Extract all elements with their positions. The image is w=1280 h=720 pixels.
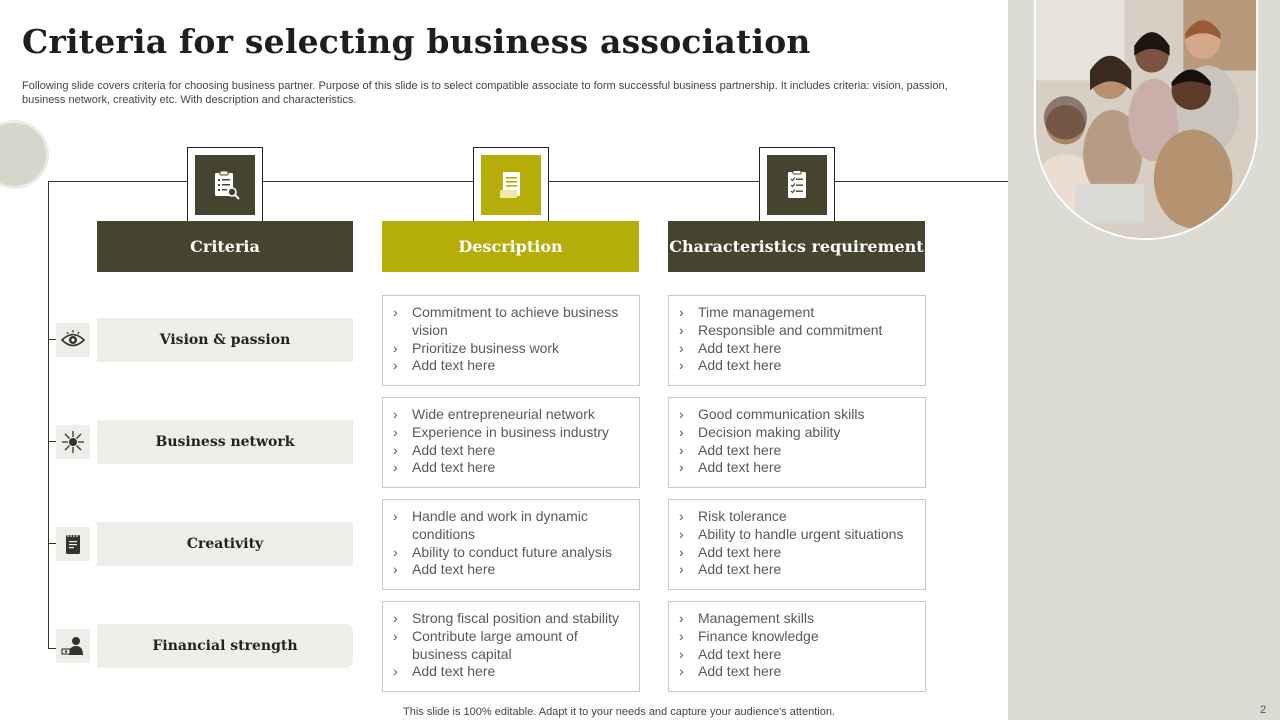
characteristics-box (668, 295, 926, 386)
list-item: › Good communication skills (677, 406, 919, 424)
investor-icon (61, 634, 85, 658)
description-box (382, 601, 640, 692)
criteria-label: Business network (97, 420, 353, 464)
row-icon (56, 629, 90, 663)
clipboard-search-icon (208, 168, 242, 202)
characteristics-box (668, 397, 926, 488)
list-item: › Add text here (391, 459, 633, 477)
list-item: › Commitment to achieve business vision (391, 304, 633, 340)
checklist-icon (780, 168, 814, 202)
page-number: 2 (1260, 704, 1267, 716)
description-box (382, 499, 640, 590)
notebook-icon (61, 532, 85, 556)
list-item: › Wide entrepreneurial network (391, 406, 633, 424)
list-item: › Strong fiscal position and stability (391, 610, 633, 628)
list-item: › Prioritize business work (391, 340, 633, 358)
list-item: › Add text here (677, 646, 919, 664)
eye-icon (61, 328, 85, 352)
team-photo (1034, 0, 1258, 240)
characteristics-header: Characteristics requirement (668, 221, 925, 272)
list-item: › Responsible and commitment (677, 322, 919, 340)
list-item: › Add text here (391, 357, 633, 375)
description-header: Description (382, 221, 639, 272)
list-item: › Add text here (677, 442, 919, 460)
row-icon (56, 323, 90, 357)
connector-vertical (48, 181, 49, 649)
characteristics-box (668, 601, 926, 692)
description-box (382, 397, 640, 488)
list-item: › Add text here (391, 561, 633, 579)
page-subtitle: Following slide covers criteria for choosing business partner. Purpose of this slide is to select compatible associate to form successful business partnership. It includes criteria: vision, passion, business network, creativity etc. With description and characteristics. (22, 80, 948, 106)
list-item: › Risk tolerance (677, 508, 919, 526)
list-item: › Experience in business industry (391, 424, 633, 442)
list-item: › Ability to conduct future analysis (391, 544, 633, 562)
row-icon (56, 527, 90, 561)
connector-tick (48, 339, 56, 340)
characteristics-box (668, 499, 926, 590)
list-item: › Add text here (677, 357, 919, 375)
connector-tick (48, 441, 56, 442)
connector-tick (48, 543, 56, 544)
description-box (382, 295, 640, 386)
list-item: › Contribute large amount of business capital (391, 628, 633, 664)
list-item: › Management skills (677, 610, 919, 628)
connector-tick (48, 648, 56, 649)
list-item: › Add text here (677, 561, 919, 579)
description-icon-box (473, 147, 549, 223)
list-item: › Finance knowledge (677, 628, 919, 646)
list-item: › Add text here (677, 459, 919, 477)
list-item: › Add text here (391, 442, 633, 460)
criteria-header: Criteria (97, 221, 353, 272)
criteria-label: Creativity (97, 522, 353, 566)
list-item: › Add text here (677, 340, 919, 358)
list-item: › Time management (677, 304, 919, 322)
criteria-label: Financial strength (97, 624, 353, 668)
list-item: › Add text here (677, 663, 919, 681)
criteria-label: Vision & passion (97, 318, 353, 362)
list-item: › Ability to handle urgent situations (677, 526, 919, 544)
list-item: › Add text here (677, 544, 919, 562)
document-icon (494, 168, 528, 202)
criteria-icon-box (187, 147, 263, 223)
page-title: Criteria for selecting business association (22, 22, 811, 61)
network-icon (61, 430, 85, 454)
list-item: › Add text here (391, 663, 633, 681)
list-item: › Decision making ability (677, 424, 919, 442)
footer-note: This slide is 100% editable. Adapt it to your needs and capture your audience's attention. (403, 706, 835, 718)
characteristics-icon-box (759, 147, 835, 223)
list-item: › Handle and work in dynamic conditions (391, 508, 633, 544)
row-icon (56, 425, 90, 459)
decorative-circle (0, 120, 49, 189)
